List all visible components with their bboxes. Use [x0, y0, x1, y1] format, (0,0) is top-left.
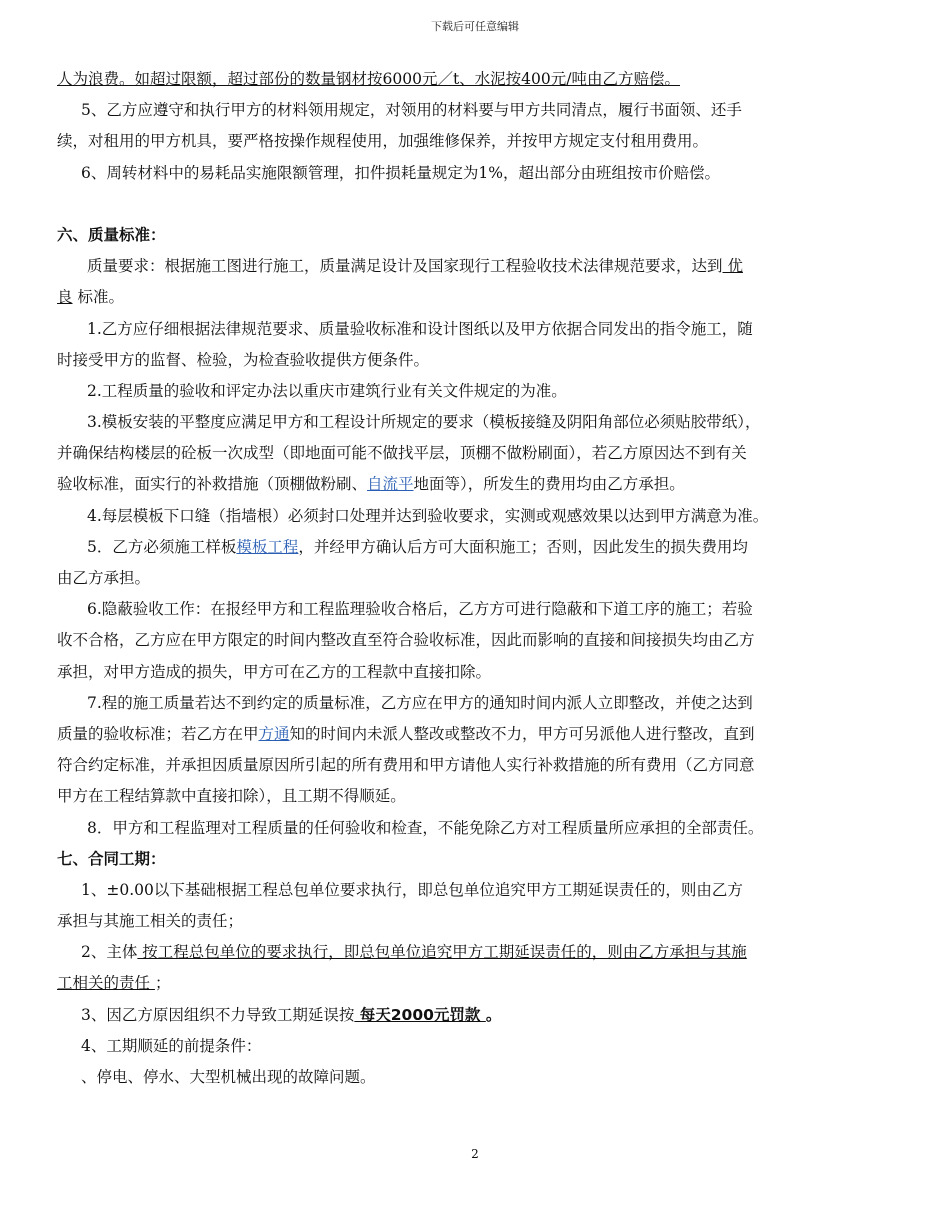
hyperlink-self-leveling[interactable]: 自流平 — [367, 475, 414, 494]
document-body — [57, 64, 895, 1093]
text-run: 3、因乙方原因组织不力导致工期延误按 — [81, 1005, 355, 1024]
paragraph-line: 4、工期顺延的前提条件： — [81, 1036, 262, 1055]
section-heading-quality: 六、质量标准： — [57, 225, 166, 244]
underlined-text: 良 — [57, 288, 73, 307]
paragraph-line — [57, 937, 895, 968]
paragraph-line — [57, 719, 895, 750]
paragraph-line: 时接受甲方的监督、检验，为检查验收提供方便条件。 — [57, 350, 430, 369]
text-run: 地面等），所发生的费用均由乙方承担。 — [413, 475, 685, 494]
text-run: 质量要求：根据施工图进行施工，质量满足设计及国家现行工程验收技术法律规范要求，达到 — [87, 257, 723, 276]
paragraph-line: 并确保结构楼层的砼板一次成型（即地面可能不做找平层，顶棚不做粉刷面），若乙方原因达不到有关 — [57, 444, 747, 463]
paragraph-line: 4.每层模板下口缝（指墙根）必须封口处理并达到验收要求，实测或观感效果以达到甲方满意为准。 — [87, 506, 769, 525]
text-run: ，并经甲方确认后方可大面积施工；否则，因此发生的损失费用均 — [298, 537, 748, 556]
paragraph-line — [57, 532, 895, 563]
paragraph-line: 、停电、停水、大型机械出现的故障问题。 — [81, 1068, 376, 1086]
text-run: 5．乙方必须施工样板 — [87, 537, 237, 556]
spacer — [57, 189, 895, 220]
text-run: 知的时间内未派人整改或整改不力，甲方可另派他人进行整改，直到 — [289, 724, 755, 743]
page-header: 下载后可任意编辑 — [431, 20, 519, 33]
text-run: 标准。 — [72, 288, 124, 307]
text-run: ； — [154, 974, 171, 993]
paragraph-line: 8．甲方和工程监理对工程质量的任何验收和检查，不能免除乙方对工程质量所应承担的全部责任。 — [87, 818, 764, 837]
paragraph-line — [57, 968, 895, 999]
paragraph-line: 1.乙方应仔细根据法律规范要求、质量验收标准和设计图纸以及甲方依据合同发出的指令施工，随 — [87, 319, 753, 338]
text-run: 2、主体 — [81, 943, 138, 962]
paragraph-line: 7.程的施工质量若达不到约定的质量标准，乙方应在甲方的通知时间内派人立即整改，并使之达到 — [87, 693, 753, 712]
underlined-text: 工相关的责任 — [57, 974, 155, 993]
paragraph-line: 6.隐蔽验收工作：在报经甲方和工程监理验收合格后，乙方方可进行隐蔽和下道工序的施工；若验 — [87, 600, 753, 619]
paragraph-line: 收不合格，乙方应在甲方限定的时间内整改直至符合验收标准，因此而影响的直接和间接损失均由乙方 — [57, 631, 755, 650]
hyperlink-notice[interactable]: 方通 — [258, 724, 290, 743]
paragraph-line: 6、周转材料中的易耗品实施限额管理，扣件损耗量规定为1%，超出部分由班组按市价赔偿。 — [81, 163, 720, 182]
paragraph-line: 续，对租用的甲方机具，要严格按操作规程使用，加强维修保养，并按甲方规定支付租用费用。 — [57, 132, 709, 151]
hyperlink-formwork-project[interactable]: 模板工程 — [236, 537, 299, 556]
underlined-text: 按工程总包单位的要求执行，即总包单位追究甲方工期延误责任的，则由乙方承担与其施 — [137, 943, 747, 962]
page-number: 2 — [471, 1147, 479, 1161]
paragraph-line — [57, 469, 895, 500]
paragraph-line: 承担，对甲方造成的损失，甲方可在乙方的工程款中直接扣除。 — [57, 662, 492, 681]
paragraph-line — [57, 251, 895, 282]
text-run: 质量的验收标准；若乙方在甲 — [57, 724, 259, 743]
paragraph-line: 承担与其施工相关的责任； — [57, 912, 244, 931]
paragraph-line: 3.模板安装的平整度应满足甲方和工程设计所规定的要求（模板接缝及阴阳角部位必须贴胶带纸）， — [87, 413, 761, 432]
text-run: 验收标准，面实行的补救措施（顶棚做粉刷、 — [57, 475, 368, 494]
paragraph-line: 由乙方承担。 — [57, 569, 151, 587]
text-run: 。 — [485, 1005, 502, 1024]
paragraph-line: 符合约定标准，并承担因质量原因所引起的所有费用和甲方请他人实行补救措施的所有费用（乙方同意 — [57, 756, 755, 775]
paragraph-line: 甲方在工程结算款中直接扣除），且工期不得顺延。 — [57, 787, 406, 806]
paragraph-line: 5、乙方应遵守和执行甲方的材料领用规定，对领用的材料要与甲方共同清点，履行书面领、还手 — [81, 101, 742, 120]
paragraph-line: 人为浪费。如超过限额，超过部份的数量钢材按6000元／t、水泥按400元/吨由乙方赔偿。 — [57, 70, 680, 88]
underlined-text: 优 — [722, 257, 743, 276]
paragraph-line — [57, 1000, 895, 1031]
paragraph-line: 1、±0.00以下基础根据工程总包单位要求执行，即总包单位追究甲方工期延误责任的，则由乙方 — [81, 880, 743, 899]
section-heading-contract-period: 七、合同工期： — [57, 849, 166, 868]
paragraph-line — [57, 282, 895, 313]
penalty-clause: 每天2000元罚款 — [354, 1005, 486, 1024]
paragraph-line: 2.工程质量的验收和评定办法以重庆市建筑行业有关文件规定的为准。 — [87, 381, 567, 400]
